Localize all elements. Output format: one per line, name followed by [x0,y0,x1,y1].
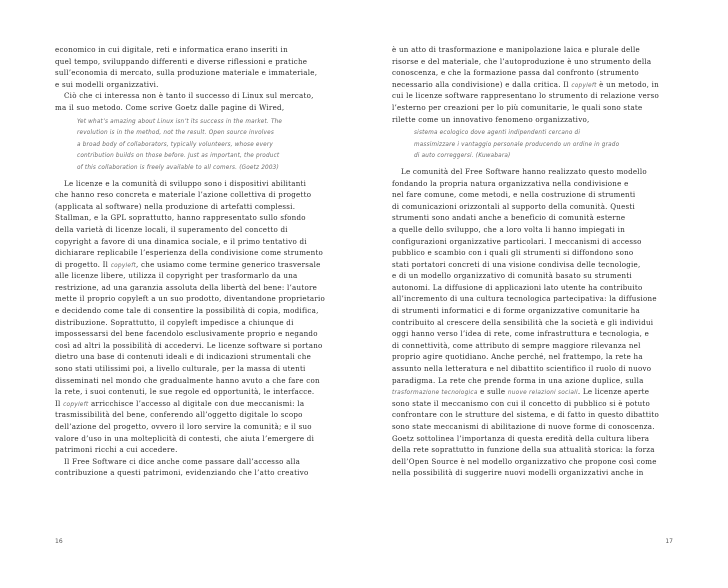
text-line: impossessarsi del bene facendolo esclusivamente proprio e negando [55,329,318,339]
text-line: strumenti sono andati anche a beneficio di comunità esterne [392,213,626,223]
text-line: sono stati utilissimi poi, a livello culturale, per la massa di utenti [55,364,306,374]
text-line: (applicata al software) nella produzione di artefatti complessi. [55,201,296,211]
text-line: stati portatori concreti di una visione condivisa delle tecnologie, [392,259,641,269]
text-line: sull’economia di mercato, sulla produzione materiale e immateriale, [55,68,318,78]
quote-line: of this collaboration is freely available to all comers. (Goetz 2003) [77,164,279,171]
quote-line: sistema ecologico dove agenti indipendenti cercano di [414,130,581,137]
text-line: copyright a favore di una dinamica sociale, e il primo tentativo di [55,236,307,246]
italic-term-copyleft: copyleft [110,262,137,269]
block-quote-kuwabara [414,128,674,163]
left-paragraph-2 [55,178,351,479]
text-line: valore d’uso in una molteplicità di contesti, che aiuta l’emergere di [55,433,315,443]
text-fragment: di progetto. Il [55,259,109,269]
text-line: Ciò che ci interessa non è tanto il successo di Linux sul mercato, [64,91,314,101]
text-line: contribuzione a questi patrimoni, evidenziando che l’atto creativo [55,468,309,478]
page-number-left: 16 [55,538,63,545]
text-line: sono state il meccanismo con cui il concetto di pubblico si è potuto [392,398,651,408]
quote-line: revolution is in the method, not the result. Open source involves [77,130,274,137]
text-line: e sui modelli organizzativi. [55,79,159,89]
text-line: l’esterno per creazioni per lo più comunitarie, le quali sono state [392,102,643,112]
text-line: dietro una base di contenuti ideali e di indicazioni strumentali che [55,352,312,362]
text-line: autonomi. La diffusione di applicazioni lato utente ha contribuito [392,282,643,292]
right-page [364,0,728,588]
text-line: e di un modello organizzativo di comunità basato su strumenti [392,271,632,281]
italic-term-relazioni: nuove relazioni sociali [507,390,578,397]
text-line: Le licenze e la comunità di sviluppo sono i dispositivi abilitanti [64,178,307,188]
text-line: Le comunità del Free Software hanno realizzato questo modello [401,166,647,176]
text-line: rilette come un innovativo fenomeno organizzativo, [392,114,590,124]
text-line: ma il suo metodo. Come scrive Goetz dalle pagine di Wired, [55,102,285,112]
right-paragraph-1 [392,44,674,125]
text-fragment: è un metodo, in [599,79,659,89]
text-line: nel fare comune, come metodi, e nella costruzione di strumenti [392,190,636,200]
text-line: che hanno reso concreta e materiale l’azione collettiva di progetto [55,190,312,200]
right-paragraph-2 [392,166,674,479]
text-fragment: , che usiamo come termine generico trasversale [136,259,321,269]
text-line: di strumenti informatici e di forme organizzative comunitarie ha [392,306,640,316]
text-line: economico in cui digitale, reti e informatica erano inseriti in [55,45,288,54]
text-line: pubblico e scambio con i quali gli strumenti si diffondono sono [392,248,634,258]
text-line: sono state meccanismi di abilitazione di nuove forme di conoscenza. [392,422,655,431]
quote-line: massimizzare i vantaggio personale producendo un ordine in grado [414,141,620,148]
page-number-right: 17 [665,538,673,545]
text-line: restrizione, ad una garanzia assoluta della libertà del bene: l’autore [55,282,318,292]
text-line: oggi hanno verso l’idea di rete, come infrastruttura e tecnologia, e [392,329,650,339]
italic-term-trasformazione: trasformazione tecnologica [392,390,478,397]
text-fragment: Il [55,398,61,408]
text-line: patrimoni ricchi a cui accedere. [55,445,178,455]
italic-term-copyleft: copyleft [63,401,89,408]
text-line: fondando la propria natura organizzativa nella condivisione e [392,178,629,188]
text-line: disseminati nel mondo che gradualmente hanno avuto a che fare con [55,375,320,385]
text-line: a quelle dello sviluppo, che a loro volta li hanno impiegati in [392,224,626,234]
left-paragraph-1 [55,44,351,114]
text-line: della rete soprattutto in funzione della sua attualità storica: la forza [392,445,655,455]
text-line: della varietà di licenze locali, il superamento del concetto di [55,224,288,234]
text-line: distribuzione. Soprattutto, il copyleft impedisce a chiunque di [55,317,294,327]
text-line: la rete, i suoi contenuti, le sue regole ed opportunità, le interfacce. [55,387,315,397]
text-line: e decidendo come tale di consentire la possibilità di copia, modifica, [55,306,319,316]
text-line: Stallman, e la GPL soprattutto, hanno rappresentato sullo sfondo [55,213,306,223]
text-line: quel tempo, sviluppando differenti e diverse riflessioni e pratiche [55,56,308,66]
quote-line: a broad body of collaborators, typically volunteers, whose every [77,141,273,148]
text-line: Goetz sottolinea l’importanza di questa eredità della cultura libera [392,433,650,443]
text-line [392,79,674,91]
quote-line: contribution builds on those before. Just as important, the product [77,153,280,160]
quote-line: di auto correggersi. (Kuwabara) [414,153,511,160]
text-line: configurazioni organizzative particolari. I meccanismi di accesso [392,236,642,246]
text-line: alle licenze libere, utilizza il copyright per trasformarlo da una [55,271,298,281]
text-line [55,398,351,410]
text-line: paradigma. La rete che prende forma in una azione duplice, sulla [392,375,644,385]
text-line: nella possibilità di suggerire nuovi modelli organizzativi anche in [392,468,644,478]
quote-line: Yet what’s amazing about Linux isn’t its success in the market. The [77,118,283,125]
block-quote-goetz [77,117,351,175]
text-line: cui le licenze software rappresentano lo strumento di relazione verso [392,91,659,101]
left-text-column [55,44,351,479]
text-line: dell’azione del progetto, ovvero il loro servire la comunità; e il suo [55,422,312,431]
text-line [55,259,351,271]
text-fragment: . Le licenze aperte [577,387,650,397]
text-line: contribuito al crescere della sensibilità che la società e gli individui [392,317,654,327]
right-text-column [392,44,674,479]
italic-term-copyleft: copyleft [571,82,597,89]
text-line: mette il proprio copyleft a un suo prodotto, diventandone proprietario [55,294,326,304]
text-fragment: arricchisce l’accesso al digitale con due meccanismi: la [90,398,305,408]
text-line: di comunicazioni orizzontali al supporto della comunità. Questi [392,201,636,211]
text-line: dell’Open Source è nel modello organizzativo che propone così come [392,456,657,466]
text-line: dichiarare replicabile l’esperienza della condivisione come strumento [55,248,324,258]
text-line [392,386,674,398]
text-fragment: e sulle [480,387,506,397]
text-line: così ad altri la possibilità di accedervi. Le licenze software si portano [55,340,323,350]
text-line: Il Free Software ci dice anche come passare dall’accesso alla [64,456,301,466]
text-line: trasmissibilità del bene, conferendo all’oggetto digitale lo scopo [55,410,303,420]
text-line: di connettività, come attributo di sempre maggiore rilevanza nel [392,340,641,350]
text-line: conoscenza, e che la formazione passa dal confronto (strumento [392,68,639,78]
text-line: all’incremento di una cultura tecnologica partecipativa: la diffusione [392,294,657,304]
text-line: confrontare con le strutture del sistema, e di fatto in questo dibattito [392,410,659,420]
text-line: è un atto di trasformazione e manipolazione laica e plurale delle [392,45,640,54]
text-line: assunto nella letteratura e nel dibattito scientifico il ruolo di nuovo [392,364,652,374]
text-line: proprio agire quotidiano. Anche perché, nel frattempo, la rete ha [392,352,643,362]
text-fragment: necessario alla condivisione) e dalla critica. Il [392,79,569,89]
text-line: risorse e del materiale, che l’autoproduzione è uno strumento della [392,56,652,66]
